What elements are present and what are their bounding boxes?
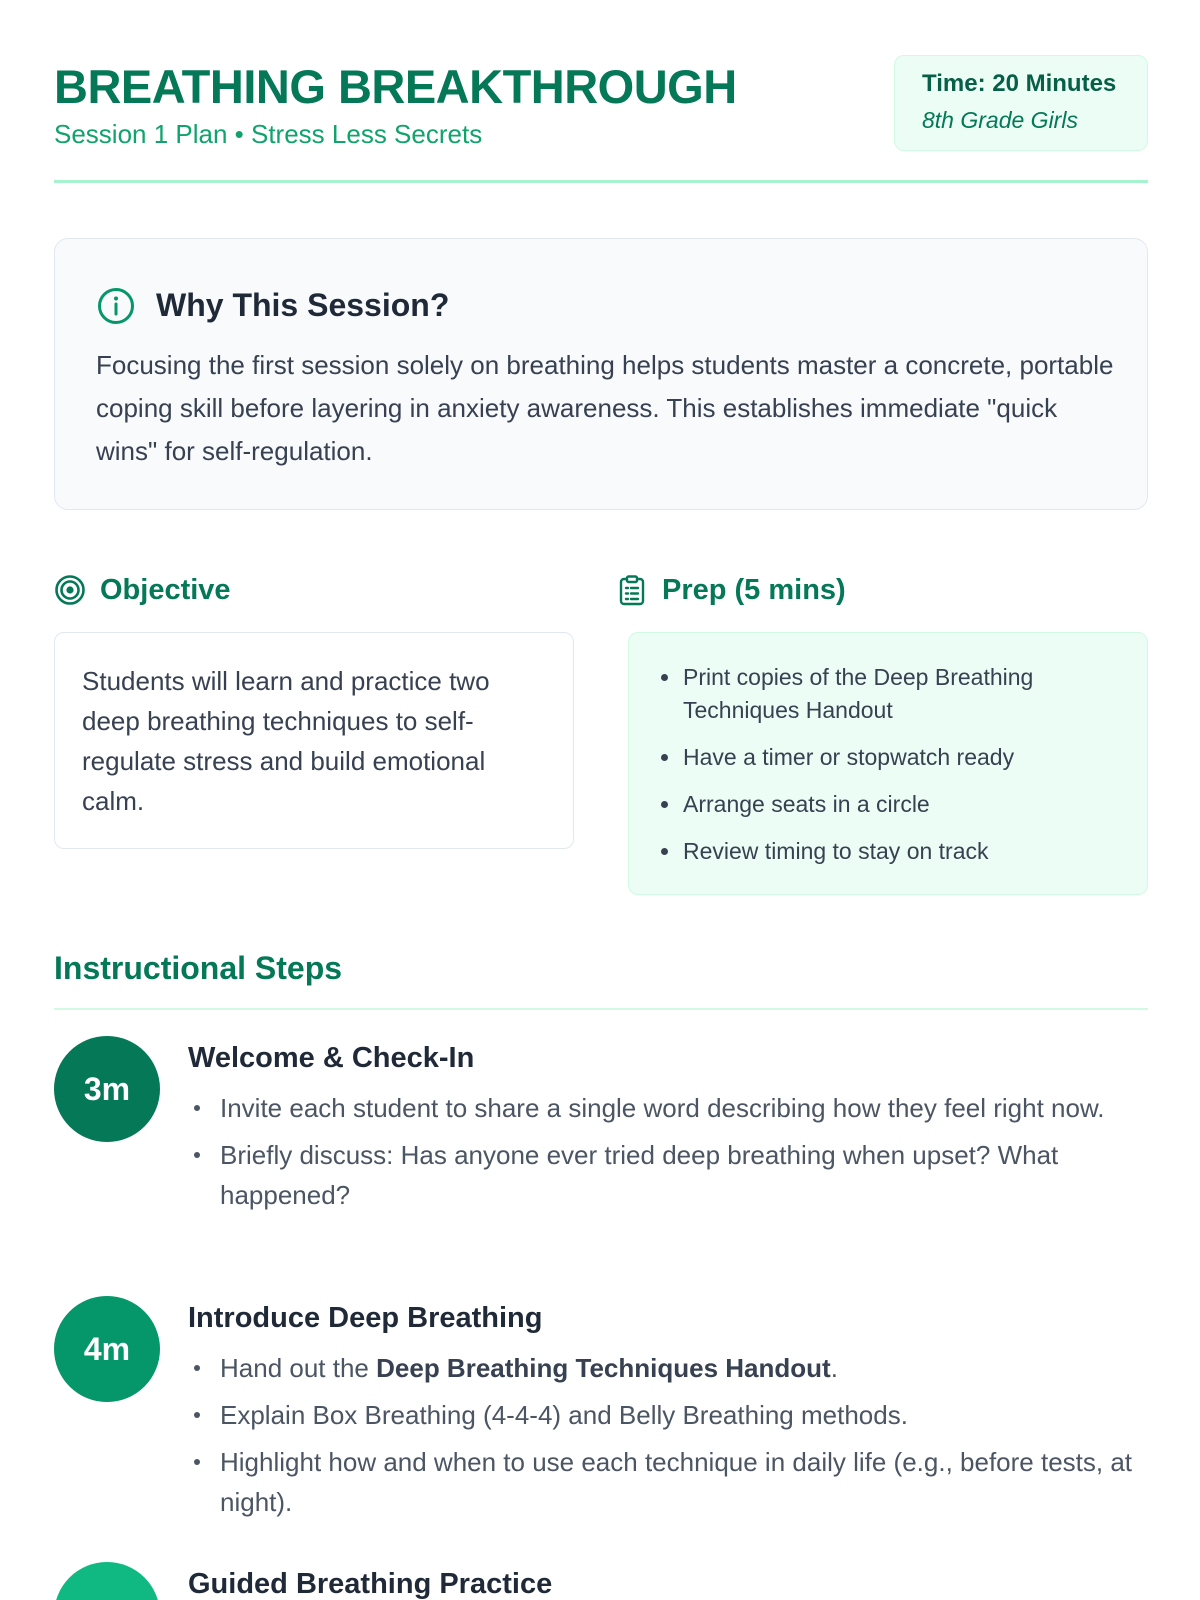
lesson-plan-page <box>54 0 1148 1600</box>
bullet-text: Hand out the <box>220 1353 377 1383</box>
session-time: Time: 20 Minutes <box>922 70 1117 97</box>
step-bullets <box>220 1088 1148 1222</box>
bullet-text: . <box>830 1353 838 1383</box>
why-text: Focusing the first session solely on breathing helps students master a concrete, portable coping skill before layering in anxiety awareness. This establishes immediate "quick wins" for self-regulation. <box>96 350 1114 466</box>
step-bullet: Briefly discuss: Has anyone ever tried deep breathing when upset? What happened? <box>220 1135 1148 1215</box>
page-subtitle: Session 1 Plan • Stress Less Secrets <box>54 119 483 149</box>
target-icon <box>54 574 86 606</box>
step-title: Introduce Deep Breathing <box>188 1302 543 1334</box>
audience-label: 8th Grade Girls <box>922 107 1078 133</box>
step-bullets <box>220 1348 1148 1529</box>
why-heading: Why This Session? <box>156 287 450 323</box>
header <box>54 55 1148 183</box>
step-bullet: Explain Box Breathing (4-4-4) and Belly Breathing methods. <box>220 1395 1148 1435</box>
step-duration-badge <box>54 1562 160 1600</box>
prep-item: Have a timer or stopwatch ready <box>683 741 1122 774</box>
prep-list <box>683 661 1122 868</box>
step-bullet <box>220 1348 1148 1388</box>
step-duration-badge: 4m <box>54 1296 160 1402</box>
time-info-box <box>894 55 1148 151</box>
prep-card <box>628 632 1148 895</box>
prep-item: Arrange seats in a circle <box>683 788 1122 821</box>
step-introduce <box>54 1296 1148 1526</box>
prep-heading-row <box>616 570 846 610</box>
instructional-steps-heading <box>54 950 1148 1010</box>
prep-heading: Prep (5 mins) <box>662 573 846 606</box>
why-this-session-card <box>54 238 1148 510</box>
page-title: BREATHING BREAKTHROUGH <box>54 60 737 113</box>
step-welcome <box>54 1036 1148 1256</box>
objective-heading: Objective <box>100 573 231 606</box>
step-guided-practice <box>54 1562 1148 1600</box>
step-bullet: Highlight how and when to use each technique in daily life (e.g., before tests, at night). <box>220 1442 1148 1522</box>
clipboard-icon <box>616 574 648 606</box>
prep-item: Review timing to stay on track <box>683 835 1122 868</box>
step-duration-badge: 3m <box>54 1036 160 1142</box>
objective-heading-row <box>54 570 231 610</box>
step-title: Welcome & Check-In <box>188 1042 475 1074</box>
instructional-steps-title: Instructional Steps <box>54 950 343 986</box>
info-circle-icon <box>96 286 136 326</box>
prep-item: Print copies of the Deep Breathing Techniques Handout <box>683 661 1122 727</box>
step-title: Guided Breathing Practice <box>188 1568 553 1600</box>
objective-card: Students will learn and practice two deep breathing techniques to self-regulate stress and build emotional calm. <box>54 632 574 849</box>
handout-name: Deep Breathing Techniques Handout <box>376 1353 831 1383</box>
step-bullet: Invite each student to share a single word describing how they feel right now. <box>220 1088 1148 1128</box>
